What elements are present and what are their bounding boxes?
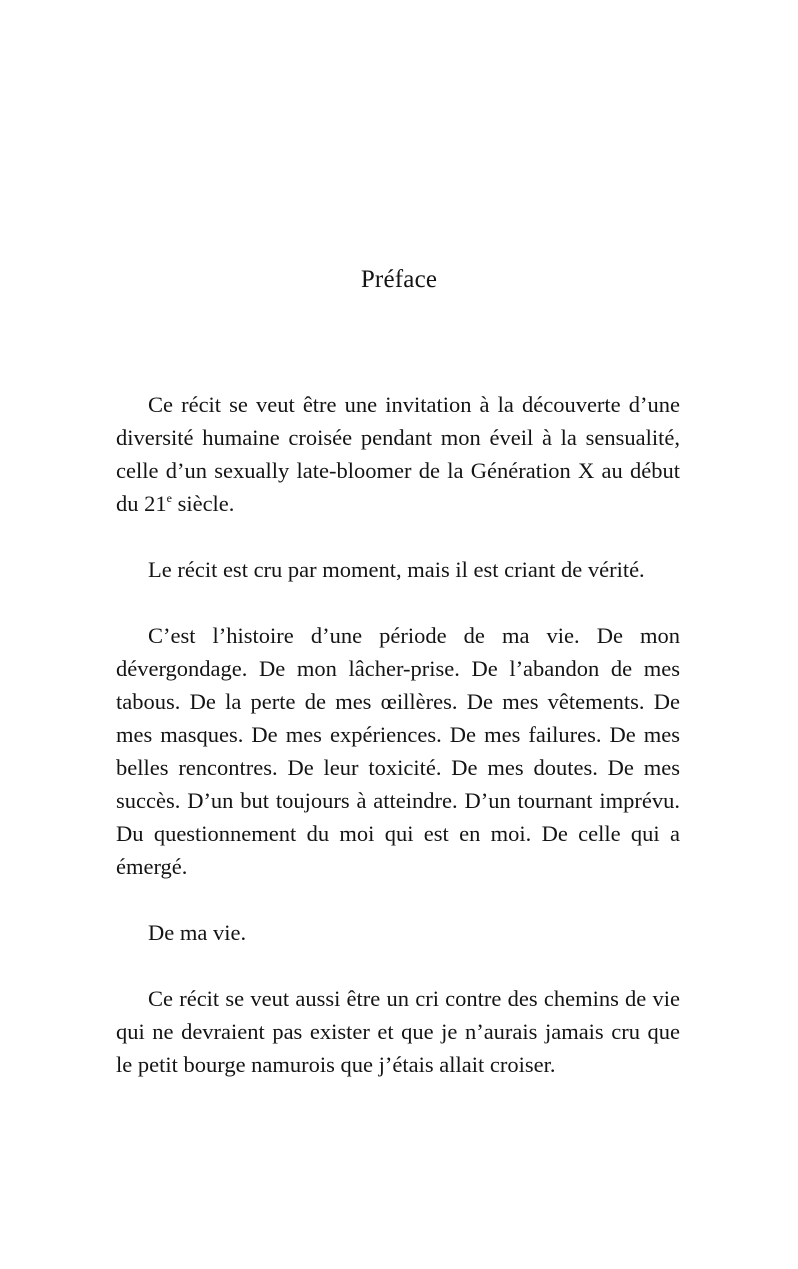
paragraph-5: Ce récit se veut aussi être un cri contre des chemins de vie qui ne devraient pas exister et que je n’aurais jamais cru que le petit bourge namurois que j’étais allait croiser. xyxy=(116,986,680,1077)
paragraph-2: Le récit est cru par moment, mais il est criant de vérité. xyxy=(148,557,645,582)
paragraph-3: C’est l’histoire d’une période de ma vie. De mon dévergondage. De mon lâcher-prise. De l’abandon de mes tabous. De la perte de mes œillères. De mes vêtements. De mes masques. De mes expériences. De mes failures. De mes belles rencontres. De leur toxicité. De mes doutes. De mes succès. D’un but toujours à atteindre. D’un tournant imprévu. Du questionnement du moi qui est en moi. De celle qui a émergé. xyxy=(116,623,680,879)
paragraph-1-tail: siècle. xyxy=(171,491,235,516)
page-title: Préface xyxy=(360,266,438,293)
preface-body xyxy=(116,388,680,1114)
paragraph-4: De ma vie. xyxy=(148,920,247,945)
paragraph-1-text: Ce récit se veut être une invitation à la découverte d’une diversité humaine croisée pendant mon éveil à la sensualité, celle d’un sexually late-bloomer de la Génération X au début du 21 xyxy=(116,392,680,516)
century-superscript: e xyxy=(166,491,172,505)
paragraph-1 xyxy=(116,388,680,520)
